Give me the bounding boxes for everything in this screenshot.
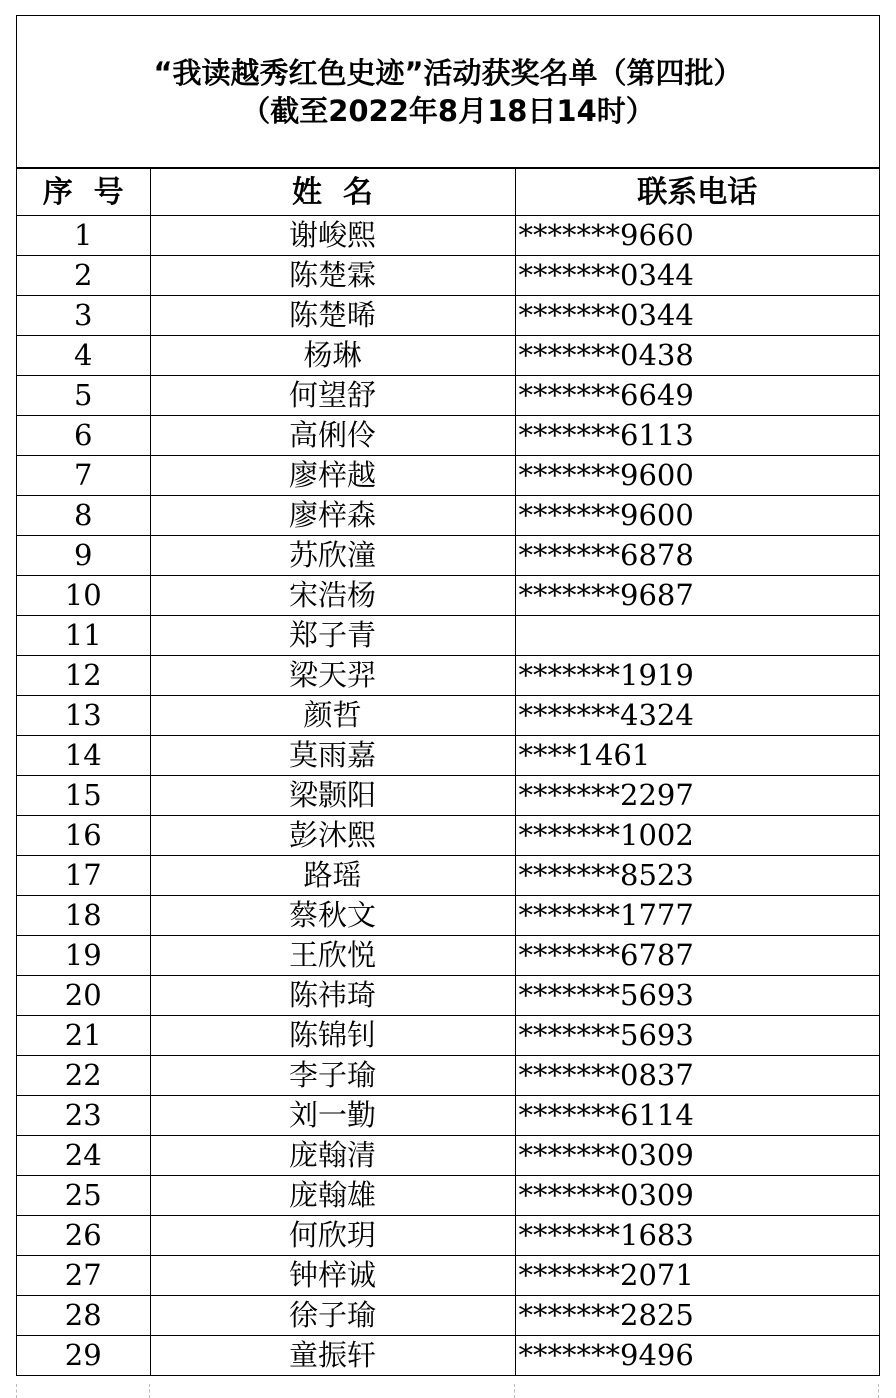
table-row [17, 1296, 879, 1336]
row-name: 陈楚霖 [150, 256, 515, 296]
table-row [17, 416, 879, 456]
row-phone: *******0309 [515, 1176, 879, 1216]
row-name: 何望舒 [150, 376, 515, 416]
header-phone: 联系电话 [515, 169, 879, 216]
row-index: 22 [17, 1056, 150, 1096]
row-name: 梁天羿 [150, 656, 515, 696]
sheet-continuation [16, 1384, 878, 1398]
row-index: 2 [17, 256, 150, 296]
row-phone: *******4324 [515, 696, 879, 736]
row-index: 14 [17, 736, 150, 776]
table-row [17, 896, 879, 936]
row-phone: *******5693 [515, 1016, 879, 1056]
row-name: 高俐伶 [150, 416, 515, 456]
row-index: 9 [17, 536, 150, 576]
table-row [17, 736, 879, 776]
row-name: 蔡秋文 [150, 896, 515, 936]
row-name: 梁颢阳 [150, 776, 515, 816]
row-index: 24 [17, 1136, 150, 1176]
table-row [17, 1096, 879, 1136]
row-index: 8 [17, 496, 150, 536]
row-index: 21 [17, 1016, 150, 1056]
row-index: 25 [17, 1176, 150, 1216]
row-phone: *******1919 [515, 656, 879, 696]
header-name: 姓 名 [150, 169, 515, 216]
table-row [17, 336, 879, 376]
table-row [17, 216, 879, 256]
row-name: 陈楚晞 [150, 296, 515, 336]
row-index: 3 [17, 296, 150, 336]
row-index: 10 [17, 576, 150, 616]
table-row [17, 696, 879, 736]
row-name: 徐子瑜 [150, 1296, 515, 1336]
table-header-row [17, 169, 879, 216]
row-phone: *******6787 [515, 936, 879, 976]
row-phone: *******6878 [515, 536, 879, 576]
row-index: 27 [17, 1256, 150, 1296]
row-name: 王欣悦 [150, 936, 515, 976]
winners-table [17, 168, 879, 1376]
row-name: 路瑶 [150, 856, 515, 896]
row-index: 26 [17, 1216, 150, 1256]
row-name: 彭沐熙 [150, 816, 515, 856]
row-index: 20 [17, 976, 150, 1016]
row-index: 6 [17, 416, 150, 456]
row-phone: *******5693 [515, 976, 879, 1016]
row-phone: *******1777 [515, 896, 879, 936]
table-row [17, 856, 879, 896]
row-name: 宋浩杨 [150, 576, 515, 616]
row-phone: *******9660 [515, 216, 879, 256]
row-index: 7 [17, 456, 150, 496]
table-row [17, 1176, 879, 1216]
row-phone: *******1002 [515, 816, 879, 856]
row-phone: *******2071 [515, 1256, 879, 1296]
table-row [17, 1056, 879, 1096]
table-row [17, 616, 879, 656]
row-name: 何欣玥 [150, 1216, 515, 1256]
row-phone: *******8523 [515, 856, 879, 896]
row-phone: *******1683 [515, 1216, 879, 1256]
row-name: 廖梓越 [150, 456, 515, 496]
row-phone: *******9600 [515, 496, 879, 536]
table-row [17, 1256, 879, 1296]
row-phone: *******9496 [515, 1336, 879, 1376]
table-row [17, 656, 879, 696]
row-phone: *******2825 [515, 1296, 879, 1336]
table-row [17, 296, 879, 336]
row-phone: *******9687 [515, 576, 879, 616]
row-phone: *******6114 [515, 1096, 879, 1136]
row-phone [515, 616, 879, 656]
row-phone: *******0438 [515, 336, 879, 376]
row-index: 23 [17, 1096, 150, 1136]
row-phone: *******9600 [515, 456, 879, 496]
row-index: 15 [17, 776, 150, 816]
table-row [17, 976, 879, 1016]
row-phone: *******2297 [515, 776, 879, 816]
row-index: 11 [17, 616, 150, 656]
row-name: 廖梓森 [150, 496, 515, 536]
row-index: 28 [17, 1296, 150, 1336]
row-index: 18 [17, 896, 150, 936]
row-index: 1 [17, 216, 150, 256]
table-row [17, 496, 879, 536]
row-name: 庞翰雄 [150, 1176, 515, 1216]
row-phone: *******0309 [515, 1136, 879, 1176]
row-index: 5 [17, 376, 150, 416]
award-list-sheet [16, 15, 880, 1376]
row-name: 苏欣潼 [150, 536, 515, 576]
row-name: 莫雨嘉 [150, 736, 515, 776]
row-name: 陈祎琦 [150, 976, 515, 1016]
row-phone: *******0344 [515, 296, 879, 336]
page-subtitle: （截至2022年8月18日14时） [241, 93, 655, 128]
row-index: 17 [17, 856, 150, 896]
table-row [17, 776, 879, 816]
table-body [17, 216, 879, 1376]
table-row [17, 936, 879, 976]
title-box [17, 15, 879, 168]
table-row [17, 456, 879, 496]
table-row [17, 1016, 879, 1056]
row-name: 庞翰清 [150, 1136, 515, 1176]
page-title: “我读越秀红色史迹”活动获奖名单（第四批） [153, 55, 743, 90]
row-index: 4 [17, 336, 150, 376]
row-index: 12 [17, 656, 150, 696]
table-row [17, 576, 879, 616]
row-name: 陈锦钊 [150, 1016, 515, 1056]
table-row [17, 1336, 879, 1376]
row-index: 29 [17, 1336, 150, 1376]
row-index: 13 [17, 696, 150, 736]
table-row [17, 536, 879, 576]
table-row [17, 1136, 879, 1176]
header-index: 序 号 [17, 169, 150, 216]
row-name: 杨琳 [150, 336, 515, 376]
row-phone: *******6649 [515, 376, 879, 416]
row-index: 19 [17, 936, 150, 976]
table-row [17, 1216, 879, 1256]
row-name: 郑子青 [150, 616, 515, 656]
row-phone: *******0837 [515, 1056, 879, 1096]
table-row [17, 256, 879, 296]
table-row [17, 816, 879, 856]
row-phone: *******6113 [515, 416, 879, 456]
row-phone: ****1461 [515, 736, 879, 776]
row-phone: *******0344 [515, 256, 879, 296]
table-row [17, 376, 879, 416]
row-name: 钟梓诚 [150, 1256, 515, 1296]
row-index: 16 [17, 816, 150, 856]
row-name: 颜哲 [150, 696, 515, 736]
row-name: 童振轩 [150, 1336, 515, 1376]
row-name: 谢峻熙 [150, 216, 515, 256]
row-name: 刘一勤 [150, 1096, 515, 1136]
row-name: 李子瑜 [150, 1056, 515, 1096]
